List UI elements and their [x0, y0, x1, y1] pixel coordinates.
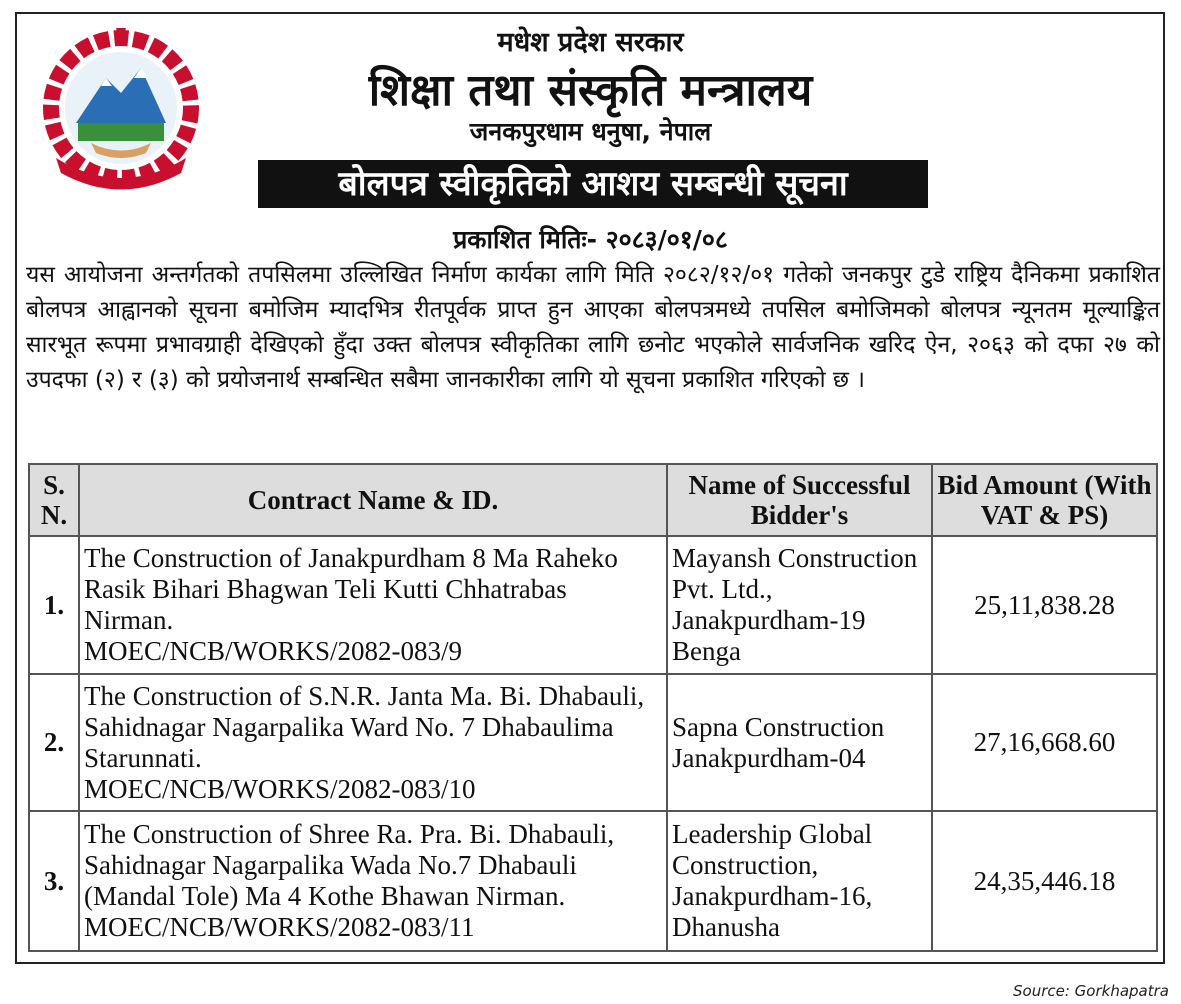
notice-title-banner: बोलपत्र स्वीकृतिको आशय सम्बन्धी सूचना	[258, 160, 928, 208]
row-sn: 3.	[29, 811, 79, 951]
source-credit: Source: Gorkhapatra	[1013, 982, 1169, 1000]
contract-name: The Construction of Janakpurdham 8 Ma Raheko Rasik Bihari Bhagwan Teli Kutti Chhatrabas Nirman.	[84, 543, 618, 635]
row-sn: 1.	[29, 536, 79, 674]
row-sn: 2.	[29, 674, 79, 811]
contract-name: The Construction of Shree Ra. Pra. Bi. Dhabauli, Sahidnagar Nagarpalika Wada No.7 Dhabauli (Mandal Tole) Ma 4 Kothe Bhawan Nirman.	[84, 819, 615, 911]
header-contract: Contract Name & ID.	[79, 464, 667, 536]
ministry-address: जनकपुरधाम धनुषा, नेपाल	[469, 117, 712, 146]
row-amount: 24,35,446.18	[932, 811, 1157, 951]
row-contract	[79, 811, 667, 951]
row-bidder: Mayansh Construction Pvt. Ltd., Janakpurdham-19 Benga	[667, 536, 932, 674]
government-name: मधेश प्रदेश सरकार	[497, 27, 684, 58]
contract-id: MOEC/NCB/WORKS/2082-083/9	[84, 636, 463, 666]
contract-name: The Construction of S.N.R. Janta Ma. Bi. Dhabauli, Sahidnagar Nagarpalika Ward No. 7 Dhabaulima Starunnati.	[84, 680, 645, 773]
row-contract	[79, 536, 667, 674]
table-header-row	[29, 464, 1157, 536]
row-bidder: Leadership Global Construction, Janakpurdham-16, Dhanusha	[667, 811, 932, 951]
row-amount: 25,11,838.28	[932, 536, 1157, 674]
table-row	[29, 674, 1157, 811]
header-bidder: Name of Successful Bidder's	[667, 464, 932, 536]
contract-id: MOEC/NCB/WORKS/2082-083/10	[84, 773, 476, 804]
bid-table	[28, 463, 1158, 952]
row-amount: 27,16,668.60	[932, 674, 1157, 811]
notice-body-text: यस आयोजना अन्तर्गतको तपसिलमा उल्लिखित निर्माण कार्यका लागि मिति २०८२/१२/०१ गतेको जनकपुर टुडे राष्ट्रिय दैनिकमा प्रकाशित बोलपत्र आह्वानको सूचना बमोजिम म्यादभित्र रीतपूर्वक प्राप्त हुन आएका बोलपत्रमध्ये तपसिल बमोजिमको बोलपत्र न्यूनतम मूल्याङ्कित सारभूत रूपमा प्रभावग्राही देखिएको हुँदा उक्त बोलपत्र स्वीकृतिका लागि छनोट भएकोले सार्वजनिक खरिद ऐन, २०६३ को दफा २७ को उपदफा (२) र (३) को प्रयोजनार्थ सम्बन्धित सबैमा जानकारीका लागि यो सूचना प्रकाशित गरिएको छ ।	[26, 262, 1160, 393]
header-amount: Bid Amount (With VAT & PS)	[932, 464, 1157, 536]
ministry-name: शिक्षा तथा संस्कृति मन्त्रालय	[368, 65, 813, 116]
contract-id: MOEC/NCB/WORKS/2082-083/11	[84, 912, 475, 942]
published-date: प्रकाशित मितिः- २०८३/०१/०८	[453, 225, 728, 254]
header-sn: S. N.	[29, 464, 79, 536]
table-row	[29, 811, 1157, 951]
row-bidder: Sapna Construction Janakpurdham-04	[667, 674, 932, 811]
row-contract	[79, 674, 667, 811]
table-row	[29, 536, 1157, 674]
